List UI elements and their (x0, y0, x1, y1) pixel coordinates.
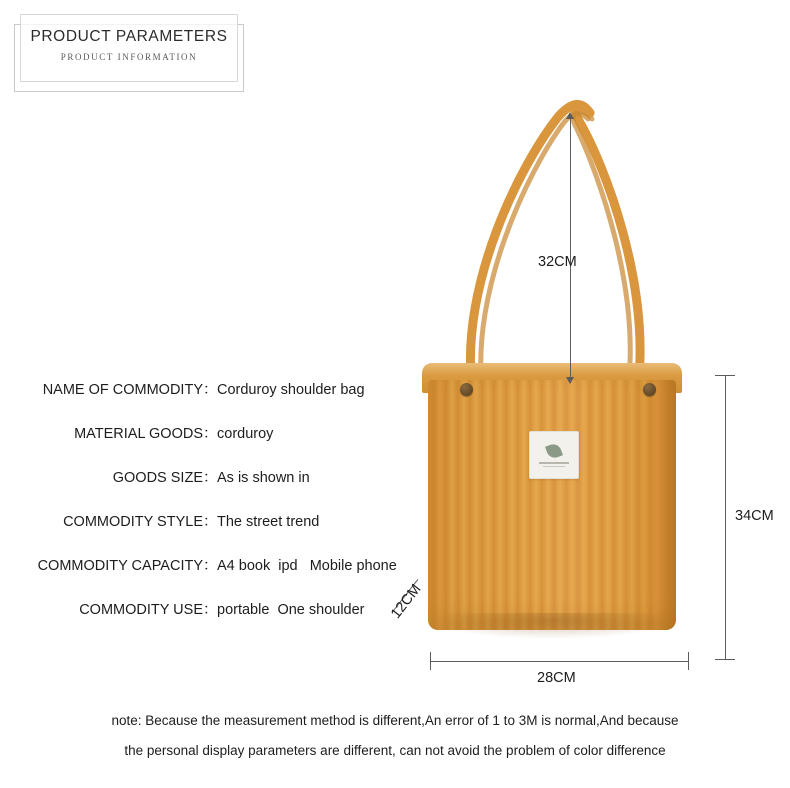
spec-row (18, 598, 418, 642)
header-badge (14, 24, 244, 92)
spec-row (18, 422, 418, 466)
leaf-icon (545, 442, 563, 460)
brand-label-tag (529, 431, 579, 479)
page-title: PRODUCT PARAMETERS (30, 28, 228, 45)
spec-value: corduroy (217, 426, 274, 442)
spec-label: NAME OF COMMODITY (42, 382, 203, 398)
spec-table (18, 378, 418, 642)
strap-drop-label: 32CM (538, 254, 577, 270)
spec-row (18, 510, 418, 554)
bag-body (428, 380, 676, 630)
strap-drop-arrow-down-icon (566, 377, 574, 384)
spec-row (18, 466, 418, 510)
height-label: 34CM (735, 508, 774, 524)
spec-value: A4 book ipd Mobile phone (217, 558, 397, 574)
height-tick-bottom (715, 659, 735, 660)
label-text-line (539, 462, 569, 464)
footer-note-line-2: the personal display parameters are different, can not avoid the problem of color difference (124, 743, 666, 758)
bag-stud-left-icon (460, 383, 473, 396)
spec-label: MATERIAL GOODS (74, 426, 203, 442)
spec-colon: ： (203, 514, 218, 530)
height-tick-top (715, 375, 735, 376)
spec-label: GOODS SIZE (112, 470, 203, 486)
spec-colon: ： (203, 558, 218, 574)
width-tick-left (430, 652, 431, 670)
strap-drop-line (570, 118, 571, 383)
spec-value: The street trend (217, 514, 320, 530)
spec-value: portable One shoulder (217, 602, 365, 618)
height-line (725, 375, 726, 660)
strap-drop-arrow-up-icon (566, 112, 574, 119)
spec-value: Corduroy shoulder bag (217, 382, 365, 398)
spec-colon: ： (203, 602, 218, 618)
spec-row (18, 554, 418, 598)
page-subtitle: PRODUCT INFORMATION (60, 52, 198, 62)
width-tick-right (688, 652, 689, 670)
spec-colon: ： (203, 382, 218, 398)
spec-value: As is shown in (217, 470, 310, 486)
badge-titles (14, 28, 244, 62)
depth-label: 12CM (388, 581, 425, 622)
spec-label: COMMODITY STYLE (63, 514, 203, 530)
bag-top-highlight (422, 363, 682, 375)
spec-colon: ： (203, 426, 218, 442)
bag-stud-right-icon (643, 383, 656, 396)
product-photo (400, 95, 730, 675)
footer-note-line-1: note: Because the measurement method is different,An error of 1 to 3M is normal,And because (111, 713, 679, 728)
label-text-line (543, 466, 565, 467)
spec-colon: ： (203, 470, 218, 486)
footer-note (0, 706, 790, 766)
width-line (430, 661, 688, 662)
spec-row (18, 378, 418, 422)
bag-bottom-shadow (430, 613, 674, 639)
spec-label: COMMODITY CAPACITY (37, 558, 203, 574)
spec-label: COMMODITY USE (79, 602, 203, 618)
width-label: 28CM (537, 670, 576, 686)
